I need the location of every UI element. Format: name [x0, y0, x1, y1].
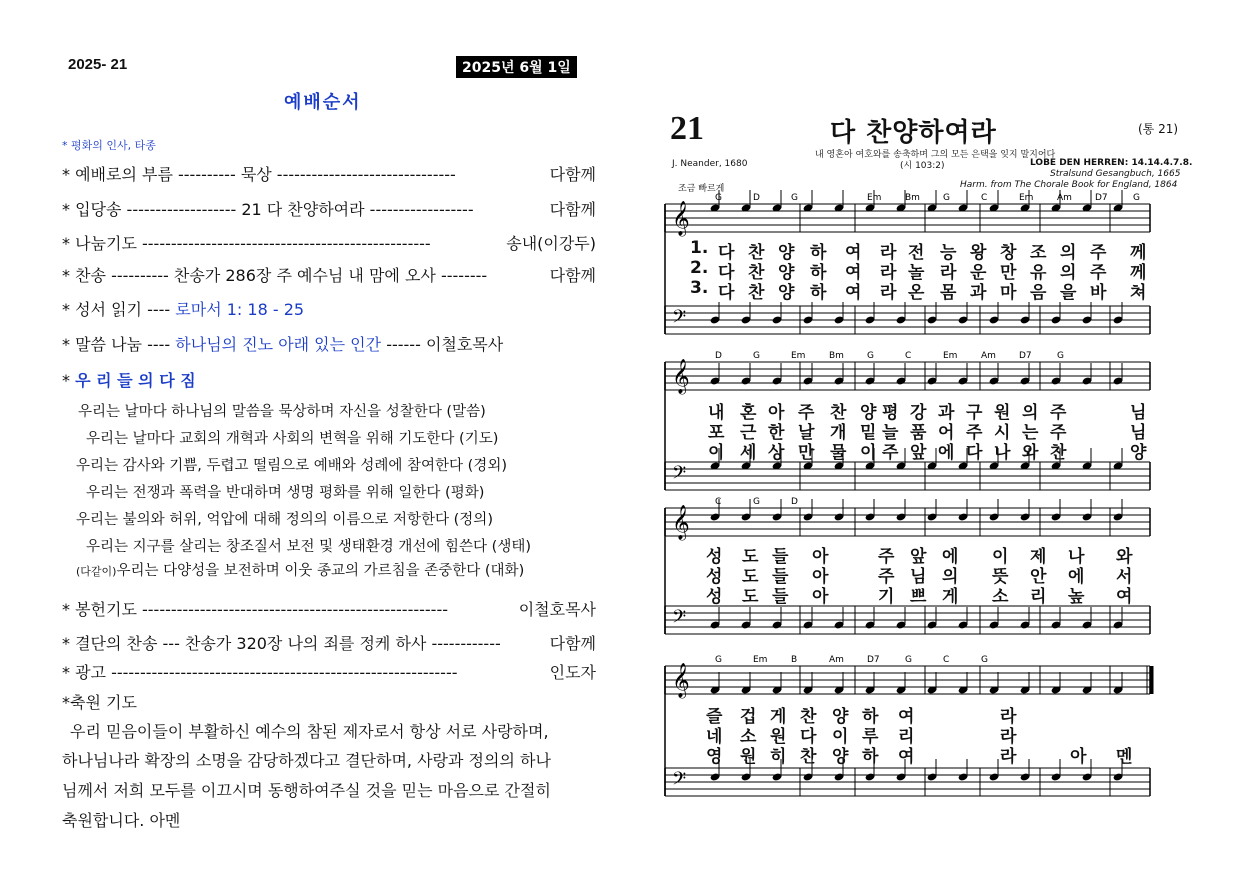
lyric-syllable: 와: [1022, 443, 1039, 463]
lyric-syllable: 라: [940, 263, 957, 283]
chord-symbol: G: [1057, 351, 1064, 361]
lyric-syllable: 서: [1116, 567, 1133, 587]
lyric-syllable: 찬: [748, 243, 765, 263]
creed-last-line: [76, 559, 524, 580]
lyric-syllable: 내: [708, 403, 725, 423]
chord-symbol: G: [753, 351, 760, 361]
chord-symbol: G: [1133, 193, 1140, 203]
lyric-syllable: 주: [1090, 263, 1107, 283]
hymn-title: 다 찬양하여라: [830, 118, 997, 148]
creed-title: 우 리 들 의 다 짐: [75, 371, 196, 390]
lyric-syllable: 이: [708, 443, 725, 463]
lyric-syllable: 시: [994, 423, 1011, 443]
lyric-syllable: 개: [830, 423, 847, 443]
lyric-syllable: 성: [706, 587, 723, 607]
lyric-syllable: 찬: [1050, 443, 1067, 463]
lyric-syllable: 구: [966, 403, 983, 423]
hymn-tong: (통 21): [1138, 122, 1179, 136]
creed-line: 우리는 전쟁과 폭력을 반대하며 생명 평화를 위해 일한다 (평화): [86, 485, 485, 501]
lyric-syllable: 소: [992, 587, 1009, 607]
lyric-syllable: 양: [860, 403, 877, 423]
lyric-syllable: 찬: [800, 707, 817, 727]
lyric-syllable: 의: [1060, 263, 1077, 283]
lyric-syllable: 리: [1030, 587, 1047, 607]
sermon-label: * 말씀 나눔 ----: [62, 335, 171, 354]
lyric-syllable: 양: [778, 283, 795, 303]
lyric-syllable: 여: [845, 283, 862, 303]
lyric-syllable: 물: [830, 443, 847, 463]
lyric-syllable: 라: [880, 243, 897, 263]
lyric-syllable: 찬: [830, 403, 847, 423]
order-item: * 예배로의 부름 ---------- 묵상 -------------------------------: [62, 165, 456, 184]
chord-symbol: G: [905, 655, 912, 665]
lyric-syllable: 쁘: [910, 587, 927, 607]
lyric-syllable: 혼: [740, 403, 757, 423]
lyric-syllable: 제: [1030, 547, 1047, 567]
lyric-syllable: 라: [1000, 727, 1017, 747]
lyric-syllable: 아: [768, 403, 785, 423]
sermon-line: [62, 332, 503, 355]
lyric-syllable: 양: [832, 707, 849, 727]
creed-star: *: [62, 371, 70, 390]
creed-line: 우리는 날마다 하나님의 말씀을 묵상하며 자신을 성찰한다 (말씀): [78, 404, 486, 420]
lyric-syllable: 성: [706, 547, 723, 567]
lyric-syllable: 이: [832, 727, 849, 747]
lyric-syllable: 놀: [908, 263, 925, 283]
order-item-leader: 송내(이강두): [506, 234, 596, 253]
chord-symbol: C: [905, 351, 912, 361]
page-title: 예배순서: [284, 92, 362, 113]
lyric-syllable: 에: [938, 443, 955, 463]
bass-clef-icon: 𝄢: [672, 607, 687, 632]
greeting-note: * 평화의 인사, 타종: [62, 139, 156, 152]
lyric-syllable: 라: [880, 283, 897, 303]
lyric-syllable: 근: [740, 423, 757, 443]
hymn-source2: Harm. from The Chorale Book for England, 1864: [960, 180, 1178, 190]
chord-symbol: C: [715, 497, 722, 507]
treble-clef-icon: 𝄞: [672, 505, 690, 540]
lyric-syllable: 리: [898, 727, 915, 747]
lyric-syllable: 의: [942, 567, 959, 587]
order-item: * 나눔기도 --------------------------------------------------: [62, 234, 431, 253]
lyric-syllable: 상: [768, 443, 785, 463]
lyric-syllable: 몸: [940, 283, 957, 303]
lyric-syllable: 찬: [748, 283, 765, 303]
lyric-syllable: 양: [778, 243, 795, 263]
lyric-syllable: 여: [898, 747, 915, 767]
lyric-syllable: 에: [1068, 567, 1085, 587]
chord-symbol: Em: [1019, 193, 1034, 203]
lyric-syllable: 양: [1130, 443, 1147, 463]
lyric-syllable: 과: [938, 403, 955, 423]
lyric-syllable: 만: [798, 443, 815, 463]
lyric-syllable: 양: [832, 747, 849, 767]
lyric-syllable: 기: [878, 587, 895, 607]
lyric-syllable: 찬: [748, 263, 765, 283]
lyric-syllable: 의: [1060, 243, 1077, 263]
lyric-syllable: 유: [1030, 263, 1047, 283]
order-item-leader: 인도자: [549, 663, 596, 682]
chord-symbol: G: [753, 497, 760, 507]
lyric-syllable: 한: [768, 423, 785, 443]
lyric-syllable: 다: [966, 443, 983, 463]
lyric-syllable: 마: [1000, 283, 1017, 303]
service-date: 2025년 6월 1일: [456, 56, 577, 78]
lyric-syllable: 도: [742, 587, 759, 607]
lyric-syllable: 능: [940, 243, 957, 263]
lyric-syllable: 늘: [882, 423, 899, 443]
order-item-leader: 다함께: [549, 165, 596, 184]
lyric-syllable: 음: [1030, 283, 1047, 303]
lyric-syllable: 온: [908, 283, 925, 303]
lyric-syllable: 운: [970, 263, 987, 283]
blessing-line: 하나님나라 확장의 소명을 감당하겠다고 결단하며, 사랑과 정의의 하나: [62, 751, 551, 770]
lyric-syllable: 다: [718, 283, 735, 303]
lyric-syllable: 님: [1130, 403, 1147, 423]
chord-symbol: D7: [1095, 193, 1108, 203]
lyric-syllable: 포: [708, 423, 725, 443]
order-item: * 광고 ------------------------------------------------------------: [62, 663, 458, 682]
lyric-syllable: 품: [910, 423, 927, 443]
treble-clef-icon: 𝄞: [672, 663, 690, 698]
lyric-syllable: 의: [1022, 403, 1039, 423]
lyric-syllable: 아: [1070, 747, 1087, 767]
lyric-syllable: 소: [740, 727, 757, 747]
scripture-line: [62, 297, 304, 320]
lyric-syllable: 성: [706, 567, 723, 587]
blessing-title: *축원 기도: [62, 693, 137, 712]
lyric-syllable: 다: [718, 263, 735, 283]
lyric-syllable: 주: [1050, 423, 1067, 443]
chord-symbol: C: [981, 193, 988, 203]
lyric-syllable: 날: [798, 423, 815, 443]
order-item: * 찬송 ---------- 찬송가 286장 주 예수님 내 맘에 오사 --------: [62, 266, 488, 285]
lyric-syllable: 왕: [970, 243, 987, 263]
lyric-syllable: 와: [1116, 547, 1133, 567]
bass-clef-icon: 𝄢: [672, 769, 687, 794]
creed-last-prefix: (다같이): [76, 565, 117, 578]
lyric-syllable: 님: [910, 567, 927, 587]
lyric-syllable: 어: [938, 423, 955, 443]
chord-symbol: C: [943, 655, 950, 665]
lyric-syllable: 앞: [910, 443, 927, 463]
chord-symbol: Bm: [829, 351, 844, 361]
lyric-syllable: 하: [810, 243, 827, 263]
chord-symbol: G: [981, 655, 988, 665]
hymn-number: 21: [670, 110, 704, 147]
lyric-syllable: 라: [1000, 747, 1017, 767]
lyric-syllable: 즐: [706, 707, 723, 727]
lyric-syllable: 양: [778, 263, 795, 283]
lyric-syllable: 주: [878, 547, 895, 567]
creed-line: 우리는 날마다 교회의 개혁과 사회의 변혁을 위해 기도한다 (기도): [86, 431, 499, 447]
lyric-syllable: 라: [880, 263, 897, 283]
treble-clef-icon: 𝄞: [672, 359, 690, 394]
lyric-syllable: 도: [742, 547, 759, 567]
lyric-syllable: 게: [770, 707, 787, 727]
chord-symbol: Am: [1057, 193, 1072, 203]
creed-last-text: 우리는 다양성을 보전하며 이웃 종교의 가르침을 존중한다 (대화): [116, 563, 525, 579]
chord-symbol: G: [791, 193, 798, 203]
sermon-dash: ------: [386, 335, 421, 354]
lyric-syllable: 아: [812, 587, 829, 607]
lyric-syllable: 나: [1068, 547, 1085, 567]
hymn-author: J. Neander, 1680: [672, 159, 748, 169]
chord-symbol: G: [867, 351, 874, 361]
chord-symbol: Am: [829, 655, 844, 665]
blessing-line: 축원합니다. 아멘: [62, 811, 181, 830]
chord-symbol: Em: [753, 655, 768, 665]
lyric-syllable: 들: [772, 567, 789, 587]
lyric-syllable: 뜻: [992, 567, 1009, 587]
chord-symbol: G: [715, 193, 722, 203]
chord-symbol: G: [943, 193, 950, 203]
lyric-syllable: 께: [1130, 243, 1147, 263]
lyric-syllable: 하: [862, 747, 879, 767]
lyric-syllable: 루: [862, 727, 879, 747]
lyric-syllable: 하: [862, 707, 879, 727]
lyric-syllable: 원: [740, 747, 757, 767]
order-item: * 입당송 ------------------- 21 다 찬양하여라 ------------------: [62, 200, 474, 219]
order-item-leader: 다함께: [549, 634, 596, 653]
lyric-syllable: 주: [1090, 243, 1107, 263]
chord-symbol: Am: [981, 351, 996, 361]
lyric-syllable: 네: [706, 727, 723, 747]
lyric-syllable: 겁: [740, 707, 757, 727]
lyric-syllable: 영: [706, 747, 723, 767]
lyric-syllable: 강: [910, 403, 927, 423]
creed-heading: [62, 368, 196, 391]
lyric-syllable: 1.: [690, 238, 709, 258]
blessing-line: 님께서 저희 모두를 이끄시며 동행하여주실 것을 믿는 마음으로 간절히: [62, 781, 551, 800]
lyric-syllable: 게: [942, 587, 959, 607]
lyric-syllable: 이: [992, 547, 1009, 567]
bass-clef-icon: 𝄢: [672, 463, 687, 488]
order-item-leader: 다함께: [549, 266, 596, 285]
lyric-syllable: 다: [718, 243, 735, 263]
lyric-syllable: 하: [810, 263, 827, 283]
lyric-syllable: 님: [1130, 423, 1147, 443]
order-item-leader: 다함께: [549, 200, 596, 219]
chord-symbol: D: [791, 497, 798, 507]
chord-symbol: Em: [943, 351, 958, 361]
lyric-syllable: 다: [800, 727, 817, 747]
order-item: * 봉헌기도 -----------------------------------------------------: [62, 600, 448, 619]
lyric-syllable: 히: [770, 747, 787, 767]
lyric-syllable: 도: [742, 567, 759, 587]
chord-symbol: Bm: [905, 193, 920, 203]
hymn-tempo: 조금 빠르게: [678, 184, 725, 194]
lyric-syllable: 는: [1022, 423, 1039, 443]
lyric-syllable: 라: [1000, 707, 1017, 727]
order-item-leader: 이철호목사: [518, 600, 596, 619]
chord-symbol: B: [791, 655, 798, 665]
hymn-ref: (시 103:2): [900, 161, 945, 171]
lyric-syllable: 3.: [690, 278, 709, 298]
lyric-syllable: 쳐: [1130, 283, 1147, 303]
lyric-syllable: 세: [740, 443, 757, 463]
lyric-syllable: 밑: [860, 423, 877, 443]
chord-symbol: Em: [791, 351, 806, 361]
hymn-source1: Stralsund Gesangbuch, 1665: [1050, 169, 1181, 179]
blessing-line: 우리 믿음이들이 부활하신 예수의 참된 제자로서 항상 서로 사랑하며,: [70, 722, 549, 741]
scripture-label: * 성서 읽기 ----: [62, 300, 171, 319]
lyric-syllable: 주: [798, 403, 815, 423]
lyric-syllable: 과: [970, 283, 987, 303]
lyric-syllable: 창: [1000, 243, 1017, 263]
chord-symbol: G: [715, 655, 722, 665]
lyric-syllable: 바: [1090, 283, 1107, 303]
lyric-syllable: 주: [878, 567, 895, 587]
lyric-syllable: 이: [860, 443, 877, 463]
lyric-syllable: 들: [772, 587, 789, 607]
scripture-ref: 로마서 1: 18 - 25: [175, 300, 305, 319]
lyric-syllable: 조: [1030, 243, 1047, 263]
lyric-syllable: 높: [1068, 587, 1085, 607]
chord-symbol: D: [753, 193, 760, 203]
lyric-syllable: 여: [845, 243, 862, 263]
lyric-syllable: 여: [1116, 587, 1133, 607]
treble-clef-icon: 𝄞: [672, 201, 690, 236]
sermon-preacher: 이철호목사: [425, 335, 504, 354]
lyric-syllable: 안: [1030, 567, 1047, 587]
lyric-syllable: 평: [882, 403, 899, 423]
lyric-syllable: 주: [966, 423, 983, 443]
lyric-syllable: 하: [810, 283, 827, 303]
lyric-syllable: 찬: [800, 747, 817, 767]
hymn-tune: LOBE DEN HERREN: 14.14.4.7.8.: [1030, 158, 1193, 168]
lyric-syllable: 주: [882, 443, 899, 463]
hymn-subtitle: 내 영혼아 여호와를 송축하며 그의 모든 은택을 잊지 말지어다: [815, 150, 1056, 160]
lyric-syllable: 2.: [690, 258, 709, 278]
order-item: * 결단의 찬송 --- 찬송가 320장 나의 죄를 정케 하사 ------------: [62, 634, 501, 653]
lyric-syllable: 을: [1060, 283, 1077, 303]
lyric-syllable: 주: [1050, 403, 1067, 423]
lyric-syllable: 앞: [910, 547, 927, 567]
lyric-syllable: 께: [1130, 263, 1147, 283]
chord-symbol: D: [715, 351, 722, 361]
lyric-syllable: 아: [812, 547, 829, 567]
sermon-title: 하나님의 진노 아래 있는 인간: [175, 335, 382, 354]
creed-line: 우리는 불의와 허위, 억압에 대해 정의의 이름으로 저항한다 (정의): [76, 512, 493, 528]
lyric-syllable: 원: [770, 727, 787, 747]
lyric-syllable: 아: [812, 567, 829, 587]
lyric-syllable: 원: [994, 403, 1011, 423]
lyric-syllable: 여: [845, 263, 862, 283]
lyric-syllable: 나: [994, 443, 1011, 463]
lyric-syllable: 전: [908, 243, 925, 263]
lyric-syllable: 에: [942, 547, 959, 567]
creed-line: 우리는 감사와 기쁨, 두렵고 떨림으로 예배와 성례에 참여한다 (경외): [76, 458, 507, 474]
chord-symbol: Em: [867, 193, 882, 203]
lyric-syllable: 여: [898, 707, 915, 727]
bass-clef-icon: 𝄢: [672, 307, 687, 332]
lyric-syllable: 들: [772, 547, 789, 567]
chord-symbol: D7: [1019, 351, 1032, 361]
lyric-syllable: 만: [1000, 263, 1017, 283]
issue-number: 2025- 21: [68, 56, 128, 73]
creed-line: 우리는 지구를 살리는 창조질서 보전 및 생태환경 개선에 힘쓴다 (생태): [86, 539, 531, 555]
lyric-syllable: 멘: [1116, 747, 1133, 767]
chord-symbol: D7: [867, 655, 880, 665]
